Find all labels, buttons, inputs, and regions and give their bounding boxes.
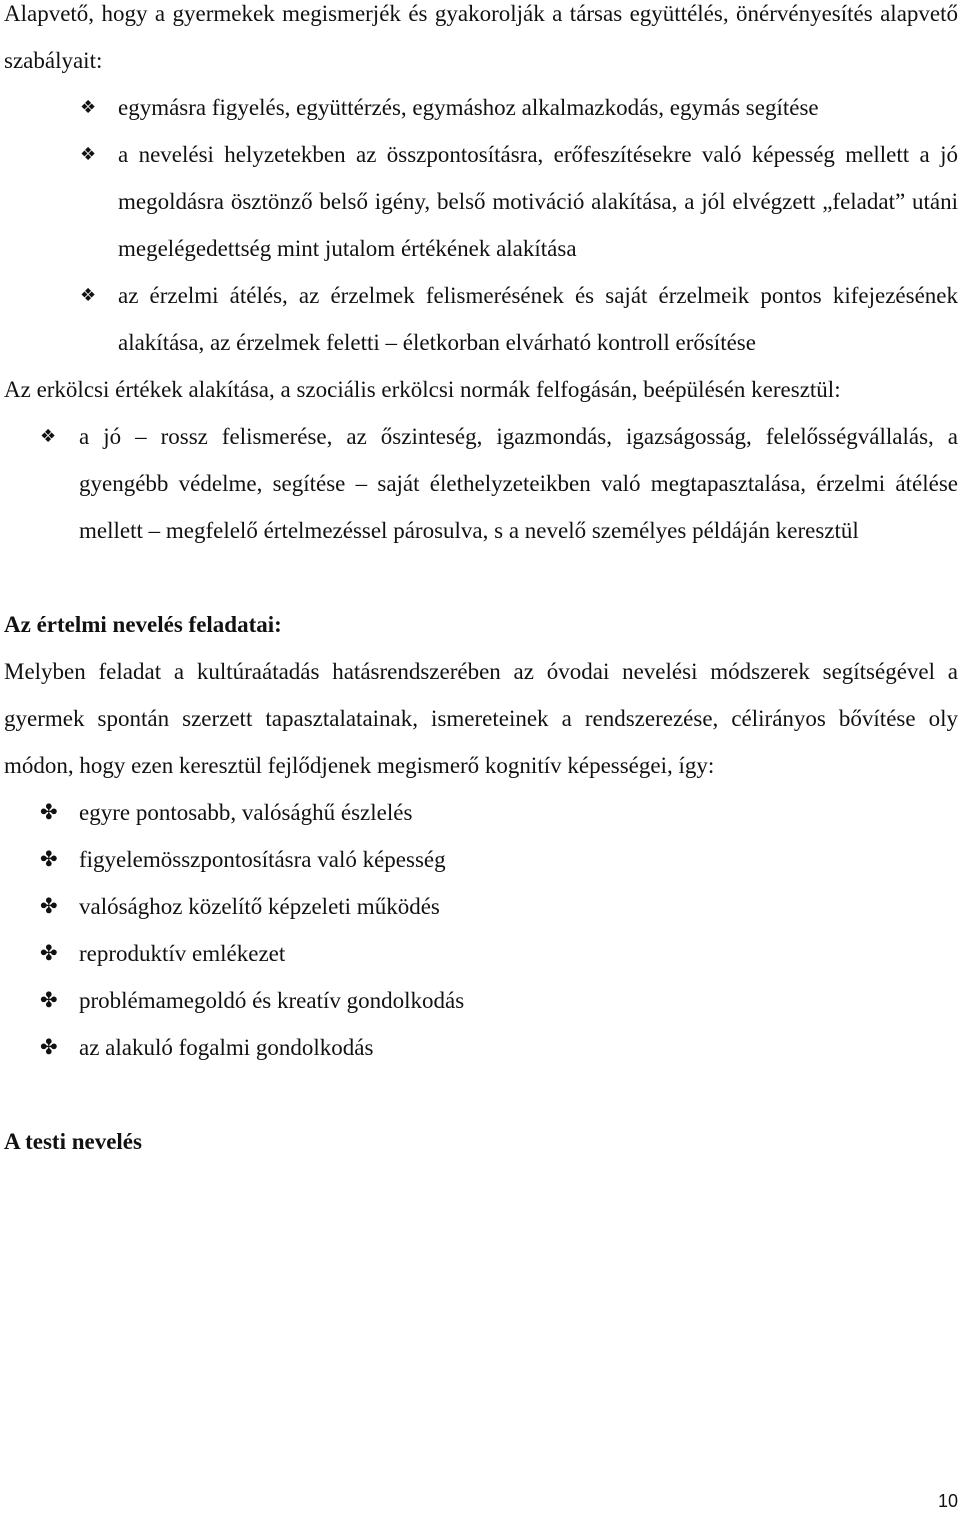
list-item bbox=[4, 883, 958, 930]
list-item-text: az érzelmi átélés, az érzelmek felismerésének és saját érzelmeik pontos kifejezésének alakítása, az érzelmek feletti – életkorban elvárható kontroll erősítése bbox=[118, 283, 958, 355]
list-item-text: az alakuló fogalmi gondolkodás bbox=[79, 1035, 374, 1060]
intro-paragraph: Alapvető, hogy a gyermekek megismerjék és gyakorolják a társas együttélés, önérvényesítés alapvető szabályait: bbox=[4, 1, 958, 73]
list-item bbox=[4, 131, 958, 272]
diamond-bullet-icon: ❖ bbox=[80, 97, 97, 118]
list-item bbox=[4, 836, 958, 883]
list-item-text: valósághoz közelítő képzeleti működés bbox=[79, 894, 440, 919]
four-petal-bullet-icon: ✤ bbox=[40, 847, 58, 871]
list-item bbox=[4, 413, 958, 554]
four-petal-bullet-icon: ✤ bbox=[40, 800, 58, 824]
list-item-text: reproduktív emlékezet bbox=[79, 941, 286, 966]
page-number: 10 bbox=[937, 1491, 958, 1511]
physical-education-heading: A testi nevelés bbox=[4, 1129, 142, 1154]
list-item bbox=[4, 1024, 958, 1071]
moral-values-list bbox=[4, 413, 958, 554]
list-item bbox=[4, 930, 958, 977]
four-petal-bullet-icon: ✤ bbox=[40, 1035, 58, 1059]
list-item-text: egyre pontosabb, valósághű észlelés bbox=[79, 800, 413, 825]
list-item bbox=[4, 84, 958, 131]
cognitive-abilities-list bbox=[4, 789, 958, 1071]
diamond-bullet-icon: ❖ bbox=[40, 426, 57, 447]
document-page bbox=[4, 0, 958, 1165]
list-item bbox=[4, 977, 958, 1024]
list-item bbox=[4, 789, 958, 836]
list-item bbox=[4, 272, 958, 366]
four-petal-bullet-icon: ✤ bbox=[40, 941, 58, 965]
list-item-text: egymásra figyelés, együttérzés, egymáshoz alkalmazkodás, egymás segítése bbox=[118, 95, 819, 120]
section-paragraph: Melyben feladat a kultúraátadás hatásrendszerében az óvodai nevelési módszerek segítségével a gyermek spontán szerzett tapasztalatainak, ismereteinek a rendszerezése, célirányos bővítése oly módon, hogy ezen keresztül fejlődjenek megismerő kognitív képességei, így: bbox=[4, 659, 958, 778]
list-item-text: a nevelési helyzetekben az összpontosításra, erőfeszítésekre való képesség mellett a jó megoldásra ösztönző belső igény, belső motiváció alakítása, a jól elvégzett „feladat” utáni megelégedettség mint jutalom értékének alakítása bbox=[118, 142, 958, 261]
four-petal-bullet-icon: ✤ bbox=[40, 988, 58, 1012]
diamond-bullet-icon: ❖ bbox=[80, 144, 97, 165]
four-petal-bullet-icon: ✤ bbox=[40, 894, 58, 918]
social-rules-list bbox=[4, 84, 958, 366]
moral-values-paragraph: Az erkölcsi értékek alakítása, a szociális erkölcsi normák felfogásán, beépülésén keresztül: bbox=[4, 377, 841, 402]
section-heading: Az értelmi nevelés feladatai: bbox=[4, 612, 282, 637]
list-item-text: figyelemösszpontosításra való képesség bbox=[79, 847, 446, 872]
list-item-text: a jó – rossz felismerése, az őszinteség, igazmondás, igazságosság, felelősségvállalás, a gyengébb védelme, segítése – saját élethelyzeteikben való megtapasztalása, érzelmi átélése mellett – megfelelő értelmezéssel párosulva, s a nevelő személyes példáján keresztül bbox=[79, 424, 958, 543]
diamond-bullet-icon: ❖ bbox=[80, 285, 97, 306]
list-item-text: problémamegoldó és kreatív gondolkodás bbox=[79, 988, 465, 1013]
